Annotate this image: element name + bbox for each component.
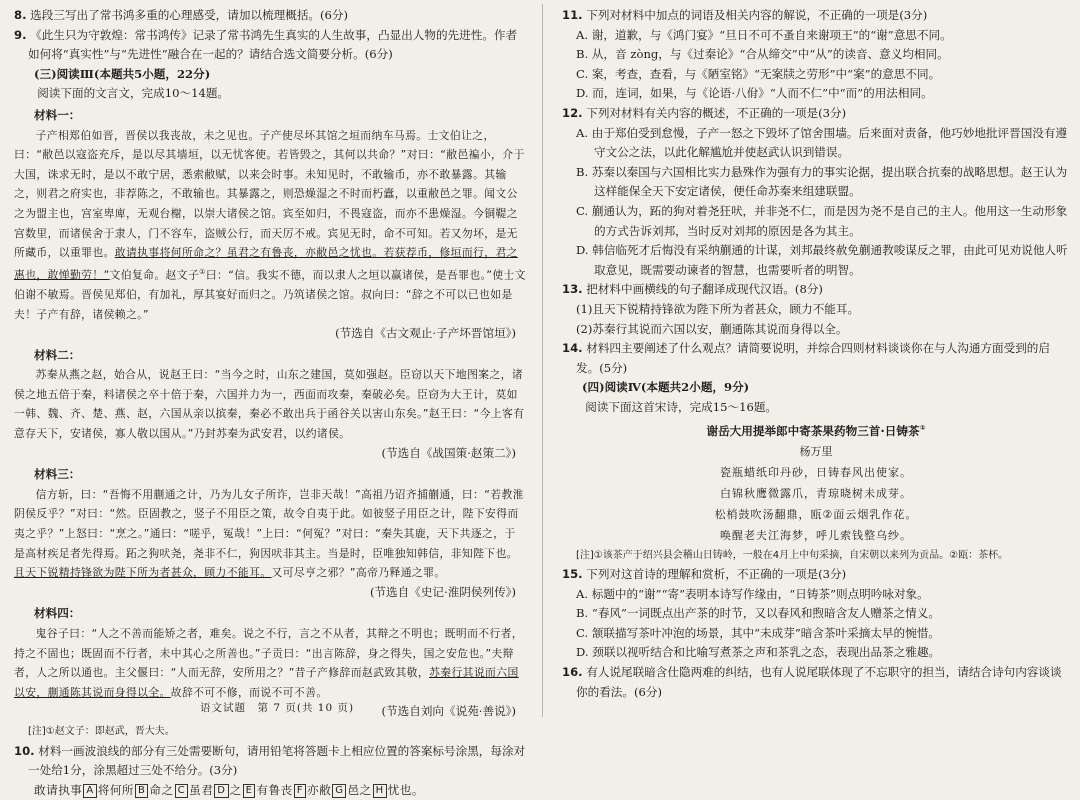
page-footer: 语文试题 第 7 页(共 10 页) <box>200 702 355 714</box>
material-2-title: 材料二： <box>34 347 81 362</box>
q11-option-d: D. 而，连词，如果，与《论语·八佾》“人而不仁”中“而”的用法相同。 <box>576 86 933 101</box>
section-3-intro: 阅读下面的文言文，完成10～14题。 <box>37 86 230 101</box>
answer-box-b[interactable]: B <box>135 784 148 798</box>
answer-box-e[interactable]: E <box>243 784 256 798</box>
column-divider <box>542 4 543 717</box>
answer-box-a[interactable]: A <box>83 784 96 798</box>
q15-option-c: C. 颔联描写茶叶冲泡的场景，其中“未成芽”暗含茶叶采摘太早的惋惜。 <box>576 625 940 640</box>
question-10: 10. 材料一画波浪线的部分有三处需要断句，请用铅笔将答题卡上相应位置的答案标号涂黑，每涂对一处给1分，涂黑超过三处不给分。(3分) <box>14 743 526 778</box>
poem-line-2: 白锦秋鹰微露爪，青琼晓树未成芽。 <box>720 486 912 500</box>
wavy-line-passage: 敢请执事将何所命之？虽君之有鲁丧，亦敝邑之忧也。若获荐币，修垣而行，君之惠也，敢惮勤劳！” <box>14 246 518 282</box>
material-4-source: (节选自刘向《说苑·善说》) <box>381 704 516 719</box>
answer-box-row: 敢请执事 A 将何所 B 命之 C 虽君 D 之 E 有鲁丧 F 亦敝 G 邑之 H 忧也。 <box>34 782 424 797</box>
question-13: 13. 把材料中画横线的句子翻译成现代汉语。(8分) <box>562 282 823 297</box>
question-16: 16. 有人说尾联暗含仕隐两难的纠结，也有人说尾联体现了不忘职守的担当，请结合诗句内容谈谈你的看法。(6分) <box>562 665 1062 699</box>
right-column <box>562 6 1070 702</box>
poem-title: 谢岳大用提举郎中寄茶果药物三首·日铸茶① <box>706 424 926 439</box>
q12-option-c: C. 蒯通认为，跖的狗对着尧狂吠，并非尧不仁，而是因为尧不是自己的主人。他用这一生动形象的方式告诉刘邦，当时反对刘邦的原因是各为其主。 <box>576 203 1068 238</box>
material-1-source: (节选自《古文观止·子产坏晋馆垣》) <box>335 326 516 341</box>
answer-box-h[interactable]: H <box>373 784 387 798</box>
question-14: 14. 材料四主要阐述了什么观点？请简要说明，并综合四则材料谈谈你在与人沟通方面受到的启发。(5分) <box>562 341 1050 375</box>
q13-item-1: (1)且天下锐精持锋欲为陛下所为者甚众，顾力不能耳。 <box>576 301 860 316</box>
q15-option-a: A. 标题中的“谢”“寄”表明本诗写作缘由，“日铸茶”则点明吟咏对象。 <box>576 586 929 601</box>
answer-box-c[interactable]: C <box>175 784 188 798</box>
q15-option-d: D. 颈联以视听结合和比喻写煮茶之声和茶乳之态，表现出品茶之雅趣。 <box>576 645 941 660</box>
section-4-intro: 阅读下面这首宋诗，完成15～16题。 <box>585 399 778 414</box>
question-8: 8. 选段三写出了常书鸿多重的心理感受，请加以梳理概括。(6分) <box>14 8 349 22</box>
answer-box-f[interactable]: F <box>294 784 306 798</box>
q15-option-b: B. “春风”一词既点出产茶的时节，又以春风和煦暗含友人赠茶之情义。 <box>576 606 940 621</box>
footnote-1: [注]①赵文子：即赵武，晋大夫。 <box>28 725 175 737</box>
q11-option-c: C. 案，考查，查看，与《陋室铭》“无案牍之劳形”中“案”的意思不同。 <box>576 66 941 81</box>
underlined-sentence-2: 苏秦行其说而六国以安，蒯通陈其说而身得以全。 <box>14 666 519 699</box>
q12-option-b: B. 苏秦以秦国与六国相比实力悬殊作为强有力的事实论据，提出联合抗秦的战略思想。赵王认为这样能保全天下安定诸侯，便任命苏秦来组建联盟。 <box>576 164 1068 199</box>
q11-option-a: A. 谢，道歉，与《鸿门宴》“旦日不可不蚤自来谢项王”的“谢”意思不同。 <box>576 27 952 42</box>
material-3-text: 信方斩，曰：“吾悔不用蒯通之计，乃为儿女子所诈，岂非天哉！”高祖乃诏齐捕蒯通，曰：“若教淮阴侯反乎？”对曰：“然。臣固教之，竖子不用臣之策，故令自夷于此。如彼竖子用臣之计，陛下安得而夷之乎？”上怒曰：“烹之。”通曰：“嗟乎，冤哉！”上曰：“何冤？”对曰：“秦失其鹿，天下共逐之，于是高材疾足者先得焉。跖之狗吠尧，尧非不仁，狗因吠非其主。当是时，臣唯独知韩信，非知陛下也。且天下锐精持锋欲为陛下所为者甚众，顾力不能耳。又可尽亨之邪？”高帝乃释通之罪。 <box>14 487 524 580</box>
material-1-text: 子产相郑伯如晋，晋侯以我丧故，未之见也。子产使尽坏其馆之垣而纳车马焉。士文伯让之，曰：“敝邑以寇盗充斥，是以尽其墙垣，以无忧客使。若皆毁之，其何以共命？”对曰：“敝邑褊小，介于大国，诛求无时，是以不敢宁居，悉索敝赋，以来会时事。未知见时，不敢输币，亦不敢暴露。其输之，则君之府实也，非荐陈之，不敢输也。其暴露之，则恐燥湿之不时而朽蠹，以重敝邑之罪。闻文公之为盟主也，宫室卑庳，无观台榭，以崇大诸侯之馆。宾至如归，不畏寇盗，而亦不患燥湿。今铜鞮之宫数里，而诸侯舍于隶人，门不容车，盗贼公行，而天厉不戒。宾见无时，命不可知。若又勿坏，是无所藏币，以重罪也。敢请执事将何所命之？虽君之有鲁丧，亦敝邑之忧也。若获荐币，修垣而行，君之惠也，敢惮勤劳！”文伯复命。赵文子①曰：“信。我实不德，而以隶人之垣以赢诸侯，是吾罪也。”使士文伯谢不敏焉。晋侯见郑伯，有加礼，厚其宴好而归之。乃筑诸侯之馆。叔向曰：“辞之不可以已也如是夫！子产有辞，诸侯赖之。” <box>14 128 526 321</box>
q13-item-2: (2)苏秦行其说而六国以安，蒯通陈其说而身得以全。 <box>576 321 848 336</box>
material-3-source: (节选自《史记·淮阴侯列传》) <box>369 584 516 599</box>
material-3-title: 材料三： <box>34 467 81 482</box>
question-15: 15. 下列对这首诗的理解和赏析，不正确的一项是(3分) <box>562 567 847 582</box>
section-3-heading: (三)阅读Ⅲ(本题共5小题，22分) <box>34 66 211 81</box>
poem-line-1: 瓷瓶蜡纸印丹砂，日铸春风出使家。 <box>720 465 912 479</box>
answer-box-g[interactable]: G <box>332 784 346 798</box>
left-column <box>14 6 526 800</box>
poem-author: 杨万里 <box>799 444 833 458</box>
q12-option-d: D. 韩信临死才后悔没有采纳蒯通的计谋，刘邦最终赦免蒯通教唆谋反之罪，由此可见劝说他人听取意见，既需要动谏者的智慧，也需要听者的明智。 <box>576 243 1068 277</box>
material-4-text: 鬼谷子曰：“人之不善而能矫之者，难矣。说之不行，言之不从者，其辩之不明也；既明而不行者，持之不固也；既固而不行者，未中其心之所善也。”子贡曰：“出言陈辞，身之得失，国之安危也。”夫辩者，人之所以通也。主父偃曰：“人而无辞，安所用之？”昔子产修辞而赵武致其敬，苏秦行其说而六国以安，蒯通陈其说而身得以全。故辞不可不修，而说不可不善。 <box>14 627 524 699</box>
poem-note: [注]①该茶产于绍兴县会稽山日铸岭，一般在4月上中旬采摘，自宋朝以来列为贡品。②瓯：茶杯。 <box>576 549 1009 561</box>
section-4-heading: (四)阅读Ⅳ(本题共2小题，9分) <box>582 380 750 395</box>
q11-option-b: B. 从，音 zòng，与《过秦论》“合从缔交”中“从”的读音、意义均相同。 <box>576 47 949 62</box>
material-2-text: 苏秦从燕之赵，始合从，说赵王曰：“当今之时，山东之建国，莫如强赵。臣窃以天下地图案之，诸侯之地五倍于秦，料诸侯之卒十倍于秦，六国并力为一，西面而攻秦，秦破必矣。臣窃为大王计，莫如一韩、魏、齐、楚、燕、赵，六国从亲以摈秦，秦必不敢出兵于函谷关以害山东矣。”赵王曰：“今上客有意存天下，安诸侯，寡人敬以国从。”乃封苏秦为武安君，以约诸侯。 <box>14 368 525 441</box>
underlined-sentence-1: 且天下锐精持锋欲为陛下所为者甚众，顾力不能耳。 <box>14 566 272 580</box>
answer-box-d[interactable]: D <box>214 784 228 798</box>
poem-line-3: 松梢鼓吹汤翻鼎，瓯②面云烟乳作花。 <box>714 507 918 521</box>
poem-line-4: 唤醒老夫江海梦，呼儿索钱整乌纱。 <box>720 528 912 542</box>
material-4-title: 材料四： <box>34 606 81 621</box>
q12-option-a: A. 由于郑伯受到怠慢，子产一怒之下毁坏了馆舍围墙。后来面对责备，他巧妙地批评晋国没有遵守文公之法，以此化解尴尬并使赵武认识到错误。 <box>576 125 1068 160</box>
question-9: 9. 《此生只为守敦煌：常书鸿传》记录了常书鸿先生真实的人生故事，凸显出人物的先进性。作者如何将“真实性”与“先进性”融合在一起的？请结合选文简要分析。(6分) <box>14 27 518 62</box>
material-2-source: (节选自《战国策·赵策二》) <box>381 445 516 460</box>
material-1-title: 材料一： <box>34 107 81 122</box>
question-12: 12. 下列对材料有关内容的概述，不正确的一项是(3分) <box>562 105 847 120</box>
question-11: 11. 下列对材料中加点的词语及相关内容的解说，不正确的一项是(3分) <box>562 8 928 22</box>
